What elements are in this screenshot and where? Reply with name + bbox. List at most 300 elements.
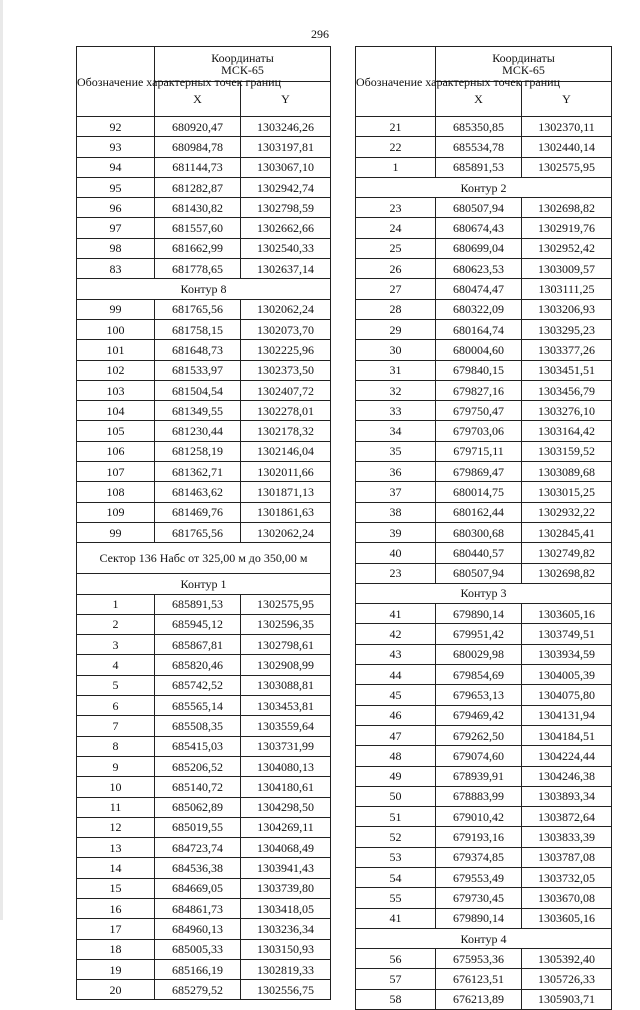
table-row [77, 380, 331, 400]
x-coordinate-cell: 681469,76 [155, 502, 241, 522]
point-number-cell: 41 [356, 908, 436, 928]
right-table-body [356, 117, 612, 1010]
point-number-cell: 31 [356, 360, 436, 380]
table-row [77, 959, 331, 979]
y-coordinate-cell: 1301861,63 [241, 502, 331, 522]
point-number-cell: 36 [356, 462, 436, 482]
x-coordinate-cell: 680322,09 [436, 299, 522, 319]
y-coordinate-cell: 1303934,59 [522, 644, 612, 664]
table-row [77, 817, 331, 837]
x-coordinate-cell: 685005,33 [155, 939, 241, 959]
x-coordinate-cell: 679854,69 [436, 665, 522, 685]
section-title: Контур 3 [356, 583, 612, 603]
point-number-cell: 19 [77, 959, 155, 979]
y-coordinate-cell: 1302440,14 [522, 137, 612, 157]
header-x: X [436, 82, 522, 117]
section-header-row [77, 279, 331, 299]
table-row [77, 319, 331, 339]
point-number-cell: 104 [77, 401, 155, 421]
y-coordinate-cell: 1302011,66 [241, 462, 331, 482]
table-row [77, 797, 331, 817]
x-coordinate-cell: 685062,89 [155, 797, 241, 817]
x-coordinate-cell: 680162,44 [436, 502, 522, 522]
table-row [77, 218, 331, 238]
x-coordinate-cell: 681362,71 [155, 462, 241, 482]
point-number-cell: 42 [356, 624, 436, 644]
point-number-cell: 4 [77, 655, 155, 675]
point-number-cell: 21 [356, 117, 436, 137]
table-row [356, 401, 612, 421]
y-coordinate-cell: 1304180,61 [241, 777, 331, 797]
point-number-cell: 1 [356, 157, 436, 177]
x-coordinate-cell: 684536,38 [155, 858, 241, 878]
y-coordinate-cell: 1304224,44 [522, 746, 612, 766]
table-row [77, 482, 331, 502]
x-coordinate-cell: 680507,94 [436, 198, 522, 218]
x-coordinate-cell: 681662,99 [155, 238, 241, 258]
table-row [356, 340, 612, 360]
table-row [77, 898, 331, 918]
point-number-cell: 18 [77, 939, 155, 959]
point-number-cell: 53 [356, 847, 436, 867]
x-coordinate-cell: 680920,47 [155, 117, 241, 137]
x-coordinate-cell: 679010,42 [436, 807, 522, 827]
point-number-cell: 107 [77, 462, 155, 482]
y-coordinate-cell: 1302178,32 [241, 421, 331, 441]
table-row [356, 989, 612, 1009]
y-coordinate-cell: 1302370,11 [522, 117, 612, 137]
x-coordinate-cell: 681430,82 [155, 198, 241, 218]
coordinates-table-left [76, 46, 331, 1000]
section-title: Контур 1 [77, 574, 331, 594]
x-coordinate-cell: 679715,11 [436, 441, 522, 461]
y-coordinate-cell: 1303089,68 [522, 462, 612, 482]
x-coordinate-cell: 685140,72 [155, 777, 241, 797]
y-coordinate-cell: 1302575,95 [241, 594, 331, 614]
table-row [77, 238, 331, 258]
x-coordinate-cell: 685820,46 [155, 655, 241, 675]
table-row [356, 198, 612, 218]
scan-edge [0, 0, 3, 920]
x-coordinate-cell: 684861,73 [155, 898, 241, 918]
x-coordinate-cell: 679074,60 [436, 746, 522, 766]
x-coordinate-cell: 684723,74 [155, 838, 241, 858]
y-coordinate-cell: 1303150,93 [241, 939, 331, 959]
point-number-cell: 106 [77, 441, 155, 461]
x-coordinate-cell: 680699,04 [436, 238, 522, 258]
table-row [77, 777, 331, 797]
y-coordinate-cell: 1303739,80 [241, 878, 331, 898]
point-number-cell: 94 [77, 157, 155, 177]
point-number-cell: 35 [356, 441, 436, 461]
table-row [356, 218, 612, 238]
x-coordinate-cell: 680014,75 [436, 482, 522, 502]
x-coordinate-cell: 684669,05 [155, 878, 241, 898]
point-number-cell: 7 [77, 716, 155, 736]
table-row [356, 522, 612, 542]
y-coordinate-cell: 1302407,72 [241, 380, 331, 400]
x-coordinate-cell: 680004,60 [436, 340, 522, 360]
x-coordinate-cell: 685534,78 [436, 137, 522, 157]
point-number-cell: 23 [356, 563, 436, 583]
point-number-cell: 47 [356, 725, 436, 745]
table-row [356, 563, 612, 583]
y-coordinate-cell: 1302698,82 [522, 563, 612, 583]
y-coordinate-cell: 1304184,51 [522, 725, 612, 745]
section-title: Контур 4 [356, 928, 612, 948]
table-row [77, 360, 331, 380]
point-number-cell: 95 [77, 177, 155, 197]
y-coordinate-cell: 1302932,22 [522, 502, 612, 522]
point-number-cell: 9 [77, 756, 155, 776]
table-row [77, 614, 331, 634]
x-coordinate-cell: 680300,68 [436, 522, 522, 542]
x-coordinate-cell: 678883,99 [436, 786, 522, 806]
point-number-cell: 20 [77, 980, 155, 1000]
y-coordinate-cell: 1303159,52 [522, 441, 612, 461]
point-number-cell: 102 [77, 360, 155, 380]
y-coordinate-cell: 1302073,70 [241, 319, 331, 339]
x-coordinate-cell: 681648,73 [155, 340, 241, 360]
table-row [356, 827, 612, 847]
table-row [356, 157, 612, 177]
header-coordinate-system: МСК-65 [502, 63, 545, 77]
table-row [77, 635, 331, 655]
x-coordinate-cell: 679890,14 [436, 908, 522, 928]
y-coordinate-cell: 1302575,95 [522, 157, 612, 177]
x-coordinate-cell: 676123,51 [436, 969, 522, 989]
x-coordinate-cell: 685206,52 [155, 756, 241, 776]
point-number-cell: 108 [77, 482, 155, 502]
table-row [356, 705, 612, 725]
section-title: Контур 2 [356, 177, 612, 197]
table-row [77, 939, 331, 959]
table-row [356, 807, 612, 827]
x-coordinate-cell: 679951,42 [436, 624, 522, 644]
x-coordinate-cell: 680507,94 [436, 563, 522, 583]
point-number-cell: 109 [77, 502, 155, 522]
y-coordinate-cell: 1303197,81 [241, 137, 331, 157]
point-number-cell: 13 [77, 838, 155, 858]
x-coordinate-cell: 679553,49 [436, 867, 522, 887]
point-number-cell: 99 [77, 299, 155, 319]
y-coordinate-cell: 1302596,35 [241, 614, 331, 634]
point-number-cell: 93 [77, 137, 155, 157]
y-coordinate-cell: 1302942,74 [241, 177, 331, 197]
y-coordinate-cell: 1302556,75 [241, 980, 331, 1000]
table-row [356, 746, 612, 766]
y-coordinate-cell: 1304080,13 [241, 756, 331, 776]
table-row [356, 786, 612, 806]
x-coordinate-cell: 681349,55 [155, 401, 241, 421]
x-coordinate-cell: 678939,91 [436, 766, 522, 786]
y-coordinate-cell: 1305903,71 [522, 989, 612, 1009]
table-row [356, 766, 612, 786]
table-row [77, 756, 331, 776]
y-coordinate-cell: 1302062,24 [241, 299, 331, 319]
x-coordinate-cell: 680674,43 [436, 218, 522, 238]
table-row [356, 299, 612, 319]
point-number-cell: 103 [77, 380, 155, 400]
point-number-cell: 15 [77, 878, 155, 898]
point-number-cell: 27 [356, 279, 436, 299]
y-coordinate-cell: 1302798,59 [241, 198, 331, 218]
y-coordinate-cell: 1304131,94 [522, 705, 612, 725]
x-coordinate-cell: 685945,12 [155, 614, 241, 634]
section-header-row [356, 177, 612, 197]
table-row [356, 725, 612, 745]
table-row [356, 685, 612, 705]
y-coordinate-cell: 1303088,81 [241, 675, 331, 695]
table-row [77, 594, 331, 614]
x-coordinate-cell: 685565,14 [155, 696, 241, 716]
x-coordinate-cell: 681504,54 [155, 380, 241, 400]
coordinates-table-right [355, 46, 612, 1010]
y-coordinate-cell: 1303418,05 [241, 898, 331, 918]
table-row [356, 624, 612, 644]
y-coordinate-cell: 1302908,99 [241, 655, 331, 675]
point-number-cell: 34 [356, 421, 436, 441]
point-number-cell: 100 [77, 319, 155, 339]
y-coordinate-cell: 1303451,51 [522, 360, 612, 380]
x-coordinate-cell: 685891,53 [436, 157, 522, 177]
table-row [77, 421, 331, 441]
x-coordinate-cell: 681144,73 [155, 157, 241, 177]
y-coordinate-cell: 1302819,33 [241, 959, 331, 979]
y-coordinate-cell: 1303605,16 [522, 604, 612, 624]
y-coordinate-cell: 1304298,50 [241, 797, 331, 817]
table-row [77, 655, 331, 675]
header-coordinates-title: Координаты [211, 51, 274, 65]
y-coordinate-cell: 1301871,13 [241, 482, 331, 502]
y-coordinate-cell: 1303731,99 [241, 736, 331, 756]
point-number-cell: 30 [356, 340, 436, 360]
header-y: Y [241, 82, 331, 117]
y-coordinate-cell: 1302798,61 [241, 635, 331, 655]
table-row [356, 502, 612, 522]
point-number-cell: 52 [356, 827, 436, 847]
y-coordinate-cell: 1303456,79 [522, 380, 612, 400]
point-number-cell: 26 [356, 259, 436, 279]
x-coordinate-cell: 681533,97 [155, 360, 241, 380]
point-number-cell: 97 [77, 218, 155, 238]
y-coordinate-cell: 1303015,25 [522, 482, 612, 502]
table-row [356, 604, 612, 624]
section-header-row [356, 928, 612, 948]
point-number-cell: 54 [356, 867, 436, 887]
table-row [356, 949, 612, 969]
x-coordinate-cell: 681258,19 [155, 441, 241, 461]
table-row [77, 259, 331, 279]
x-coordinate-cell: 680474,47 [436, 279, 522, 299]
y-coordinate-cell: 1303164,42 [522, 421, 612, 441]
point-number-cell: 22 [356, 137, 436, 157]
y-coordinate-cell: 1303605,16 [522, 908, 612, 928]
point-number-cell: 41 [356, 604, 436, 624]
point-number-cell: 17 [77, 919, 155, 939]
x-coordinate-cell: 679469,42 [436, 705, 522, 725]
table-row [77, 522, 331, 542]
table-row [356, 665, 612, 685]
y-coordinate-cell: 1302698,82 [522, 198, 612, 218]
x-coordinate-cell: 681765,56 [155, 299, 241, 319]
x-coordinate-cell: 685019,55 [155, 817, 241, 837]
x-coordinate-cell: 679827,16 [436, 380, 522, 400]
y-coordinate-cell: 1303377,26 [522, 340, 612, 360]
table-row [356, 462, 612, 482]
x-coordinate-cell: 685508,35 [155, 716, 241, 736]
y-coordinate-cell: 1302952,42 [522, 238, 612, 258]
table-row [77, 502, 331, 522]
table-row [77, 980, 331, 1000]
point-number-cell: 58 [356, 989, 436, 1009]
point-number-cell: 1 [77, 594, 155, 614]
point-number-cell: 96 [77, 198, 155, 218]
y-coordinate-cell: 1303236,34 [241, 919, 331, 939]
table-row [77, 157, 331, 177]
y-coordinate-cell: 1303276,10 [522, 401, 612, 421]
y-coordinate-cell: 1303246,26 [241, 117, 331, 137]
table-row [77, 716, 331, 736]
x-coordinate-cell: 685891,53 [155, 594, 241, 614]
x-coordinate-cell: 679653,13 [436, 685, 522, 705]
y-coordinate-cell: 1303749,51 [522, 624, 612, 644]
y-coordinate-cell: 1303893,34 [522, 786, 612, 806]
point-number-cell: 24 [356, 218, 436, 238]
table-row [77, 858, 331, 878]
point-number-cell: 12 [77, 817, 155, 837]
table-row [356, 319, 612, 339]
table-row [356, 279, 612, 299]
x-coordinate-cell: 681463,62 [155, 482, 241, 502]
table-row [77, 838, 331, 858]
table-row [77, 117, 331, 137]
y-coordinate-cell: 1302845,41 [522, 522, 612, 542]
x-coordinate-cell: 680623,53 [436, 259, 522, 279]
table-row [356, 360, 612, 380]
x-coordinate-cell: 685166,19 [155, 959, 241, 979]
point-number-cell: 49 [356, 766, 436, 786]
y-coordinate-cell: 1304246,38 [522, 766, 612, 786]
point-number-cell: 45 [356, 685, 436, 705]
point-number-cell: 50 [356, 786, 436, 806]
y-coordinate-cell: 1302662,66 [241, 218, 331, 238]
table-row [356, 441, 612, 461]
left-table-body [77, 117, 331, 1000]
table-row [356, 137, 612, 157]
y-coordinate-cell: 1302637,14 [241, 259, 331, 279]
point-number-cell: 57 [356, 969, 436, 989]
y-coordinate-cell: 1303111,25 [522, 279, 612, 299]
table-row [356, 380, 612, 400]
x-coordinate-cell: 685742,52 [155, 675, 241, 695]
y-coordinate-cell: 1305392,40 [522, 949, 612, 969]
y-coordinate-cell: 1303067,10 [241, 157, 331, 177]
y-coordinate-cell: 1302062,24 [241, 522, 331, 542]
y-coordinate-cell: 1303009,57 [522, 259, 612, 279]
x-coordinate-cell: 679840,15 [436, 360, 522, 380]
y-coordinate-cell: 1302919,76 [522, 218, 612, 238]
x-coordinate-cell: 679374,85 [436, 847, 522, 867]
point-number-cell: 33 [356, 401, 436, 421]
point-number-cell: 6 [77, 696, 155, 716]
table-row [356, 908, 612, 928]
point-number-cell: 101 [77, 340, 155, 360]
x-coordinate-cell: 679890,14 [436, 604, 522, 624]
x-coordinate-cell: 680029,98 [436, 644, 522, 664]
table-row [77, 675, 331, 695]
x-coordinate-cell: 679262,50 [436, 725, 522, 745]
x-coordinate-cell: 680164,74 [436, 319, 522, 339]
y-coordinate-cell: 1303206,93 [522, 299, 612, 319]
x-coordinate-cell: 685867,81 [155, 635, 241, 655]
point-number-cell: 92 [77, 117, 155, 137]
point-number-cell: 16 [77, 898, 155, 918]
point-number-cell: 99 [77, 522, 155, 542]
point-number-cell: 38 [356, 502, 436, 522]
point-number-cell: 29 [356, 319, 436, 339]
x-coordinate-cell: 679750,47 [436, 401, 522, 421]
point-number-cell: 37 [356, 482, 436, 502]
point-number-cell: 25 [356, 238, 436, 258]
table-row [77, 878, 331, 898]
point-number-cell: 3 [77, 635, 155, 655]
table-row [356, 644, 612, 664]
point-number-cell: 48 [356, 746, 436, 766]
y-coordinate-cell: 1303670,08 [522, 888, 612, 908]
x-coordinate-cell: 680984,78 [155, 137, 241, 157]
y-coordinate-cell: 1303787,08 [522, 847, 612, 867]
x-coordinate-cell: 676213,89 [436, 989, 522, 1009]
table-row [356, 867, 612, 887]
y-coordinate-cell: 1302749,82 [522, 543, 612, 563]
table-row [77, 340, 331, 360]
x-coordinate-cell: 681230,44 [155, 421, 241, 441]
point-number-cell: 44 [356, 665, 436, 685]
table-row [356, 259, 612, 279]
table-row [356, 888, 612, 908]
x-coordinate-cell: 681282,87 [155, 177, 241, 197]
section-header-row [77, 574, 331, 594]
y-coordinate-cell: 1302540,33 [241, 238, 331, 258]
y-coordinate-cell: 1302225,96 [241, 340, 331, 360]
y-coordinate-cell: 1304269,11 [241, 817, 331, 837]
point-number-cell: 32 [356, 380, 436, 400]
table-row [356, 238, 612, 258]
header-points: Обозначение характерных точек границ [356, 47, 436, 117]
section-header-row [356, 583, 612, 603]
y-coordinate-cell: 1304068,49 [241, 838, 331, 858]
point-number-cell: 43 [356, 644, 436, 664]
point-number-cell: 83 [77, 259, 155, 279]
table-row [356, 421, 612, 441]
table-row [356, 117, 612, 137]
x-coordinate-cell: 681765,56 [155, 522, 241, 542]
table-row [77, 462, 331, 482]
page-number: 296 [311, 27, 329, 41]
header-x: X [155, 82, 241, 117]
table-row [77, 696, 331, 716]
y-coordinate-cell: 1302278,01 [241, 401, 331, 421]
point-number-cell: 14 [77, 858, 155, 878]
x-coordinate-cell: 679730,45 [436, 888, 522, 908]
table-row [77, 441, 331, 461]
x-coordinate-cell: 685279,52 [155, 980, 241, 1000]
y-coordinate-cell: 1304005,39 [522, 665, 612, 685]
x-coordinate-cell: 681557,60 [155, 218, 241, 238]
point-number-cell: 105 [77, 421, 155, 441]
header-points: Обозначение характерных точек границ [77, 47, 155, 117]
